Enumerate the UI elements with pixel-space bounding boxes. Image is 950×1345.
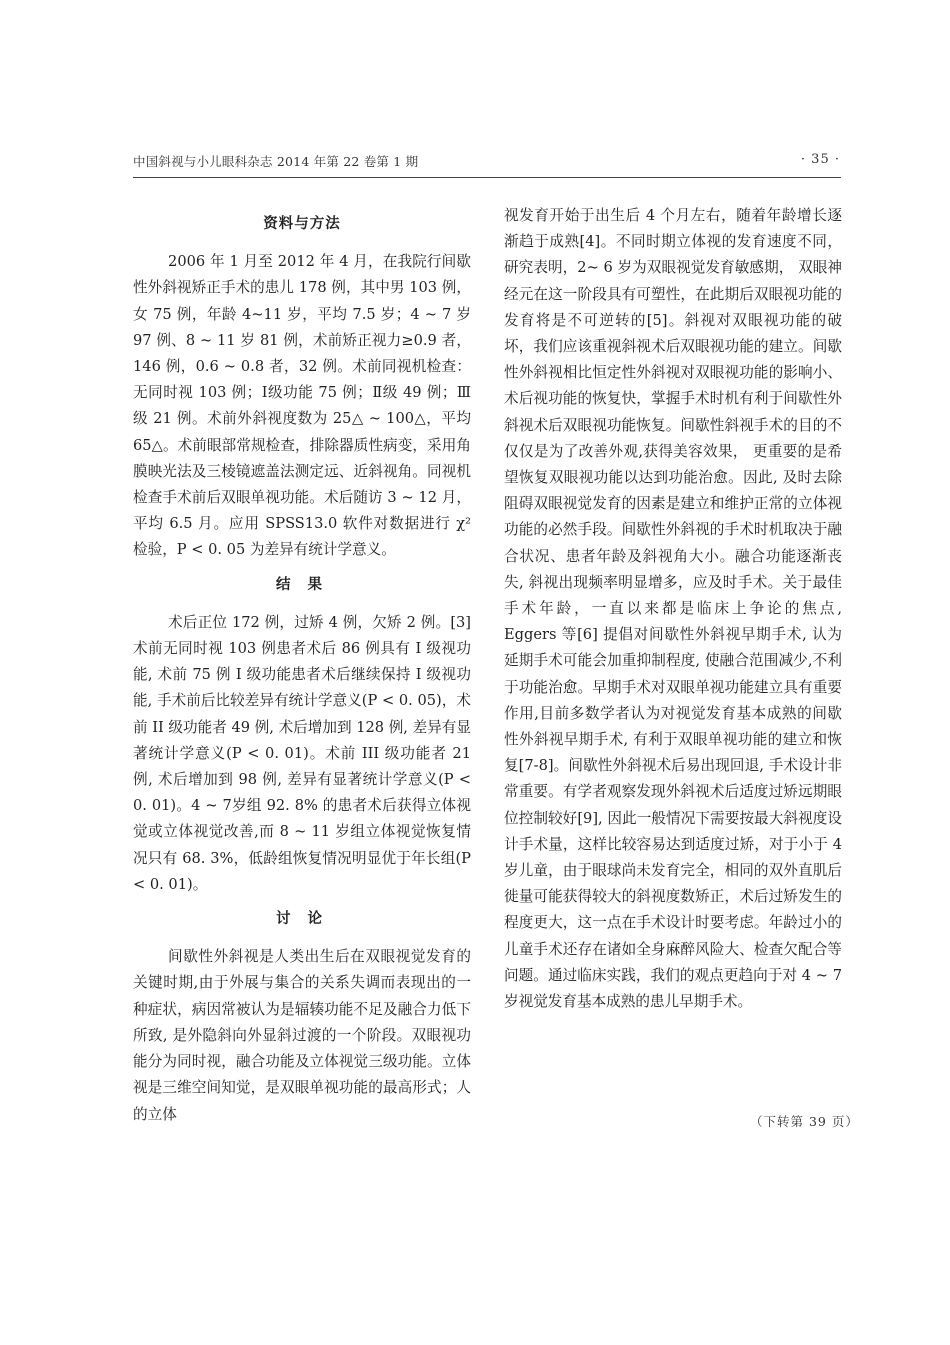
right-column xyxy=(504,203,842,1023)
discussion-paragraph-right: 视发育开始于出生后 4 个月左右，随着年龄增长逐渐趋于成熟[4]。不同时期立体视的发育速度不同，研究表明，2~ 6 岁为双眼视觉发育敏感期， 双眼神经元在这一阶段具有可塑性，在此期后双眼视功能的发育将是不可逆转的[5]。斜视对双眼视功能的破坏，我们应该重视斜视术后双眼视功能的建立。间歇性外斜视相比恒定性外斜视对双眼视功能的影响小、术后视功能的恢复快，掌握手术时机有利于间歇性外斜视术后双眼视功能恢复。间歇性斜视手术的目的不仅仅是为了改善外观,获得美容效果， 更重要的是希望恢复双眼视功能以达到功能治愈。因此, 及时去除阻碍双眼视觉发育的因素是建立和维护正常的立体视功能的必然手段。间歇性外斜视的手术时机取决于融合状况、患者年龄及斜视角大小。融合功能逐渐丧失, 斜视出现频率明显增多，应及时手术。关于最佳手术年龄，一直以来都是临床上争论的焦点, Eggers 等[6] 提倡对间歇性外斜视早期手术, 认为延期手术可能会加重抑制程度, 使融合范围减少,不利于功能治愈。早期手术对双眼单视功能建立具有重要作用,目前多数学者认为对视觉发育基本成熟的间歇性外斜视早期手术, 有利于双眼单视功能的建立和恢复[7-8]。间歇性外斜视术后易出现回退, 手术设计非常重要。有学者观察发现外斜视术后适度过矫远期眼位控制较好[9], 因此一般情况下需要按最大斜视度设计手术量，这样比较容易达到适度过矫，对于小于 4 岁儿童，由于眼球尚未发育完全，相同的双外直肌后徙量可能获得较大的斜视度数矫正，术后过矫发生的程度更大，这一点在手术设计时要考虑。年龄过小的儿童手术还存在诸如全身麻醉风险大、检查欠配合等问题。通过临床实践，我们的观点更趋向于对 4 ~ 7 岁视觉发育基本成熟的患儿早期手术。 xyxy=(504,207,842,1011)
discussion-heading: 讨 论 xyxy=(275,911,329,928)
continued-note: （下转第 39 页） xyxy=(750,1114,859,1129)
page-number: · 35 · xyxy=(800,152,840,167)
left-column xyxy=(133,203,471,1136)
header-divider xyxy=(133,177,841,178)
results-paragraph: 术后正位 172 例，过矫 4 例，欠矫 2 例。[3] 术前无同时视 103 例患者术后 86 例具有 I 级视功能, 术前 75 例 I 级功能患者术后继续保持 I 级视功能, 手术前后比较差异有统计学意义(P < 0. 05)，术前 II 级功能者 49 例, 术后增加到 128 例, 差异有显著统计学意义(P < 0. 01)。术前 III 级功能者 21 例, 术后增加到 98 例, 差异有显著统计学意义(P < 0. 01)。4 ~ 7岁组 92. 8% 的患者术后获得立体视觉或立体视觉改善,而 8 ~ 11 岁组立体视觉恢复情况只有 68. 3%，低龄组恢复情况明显优于年长组(P < 0. 01)。 xyxy=(133,613,471,893)
methods-heading: 资料与方法 xyxy=(263,216,341,232)
methods-paragraph: 2006 年 1 月至 2012 年 4 月，在我院行间歇性外斜视矫正手术的患儿 178 例，其中男 103 例，女 75 例，年龄 4~11 岁，平均 7.5 岁；4 ~ 7 岁 97 例、8 ~ 11 岁 81 例，术前矫正视力≥0.9 者，146 例，0.6 ~ 0.8 者，32 例。术前同视机检查：无同时视 103 例；Ⅰ级功能 75 例；Ⅱ级 49 例；Ⅲ级 21 例。术前外斜视度数为 25△ ~ 100△，平均 65△。术前眼部常规检查，排除器质性病变，采用角膜映光法及三棱镜遮盖法测定远、近斜视角。同视机检查手术前后双眼单视功能。术后随访 3 ~ 12 月，平均 6.5 月。应用 SPSS13.0 软件对数据进行 χ² 检验，P < 0. 05 为差异有统计学意义。 xyxy=(133,253,471,559)
journal-header: 中国斜视与小儿眼科杂志 2014 年第 22 卷第 1 期 xyxy=(133,154,419,169)
discussion-paragraph-left: 间歇性外斜视是人类出生后在双眼视觉发育的关键时期,由于外展与集合的关系失调而表现出的一种症状，病因常被认为是辐辏功能不足及融合力低下所致, 是外隐斜向外显斜过渡的一个阶段。双眼视功能分为同时视，融合功能及立体视觉三级功能。立体视是三维空间知觉，是双眼单视功能的最高形式；人的立体 xyxy=(133,948,471,1123)
results-heading: 结 果 xyxy=(275,576,329,593)
